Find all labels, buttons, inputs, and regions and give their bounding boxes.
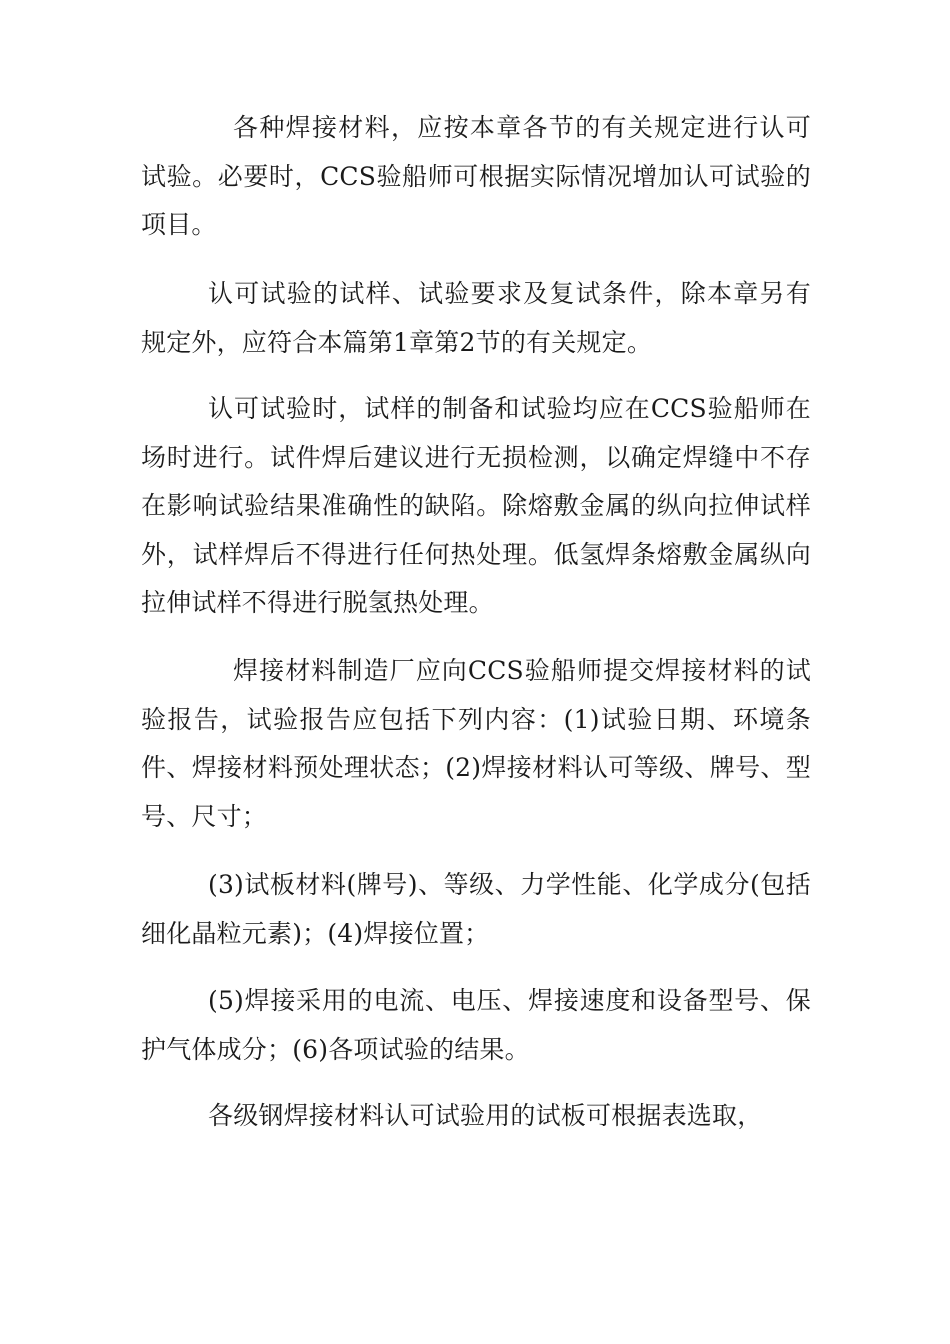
paragraph-3: 认可试验时，试样的制备和试验均应在CCS验船师在场时进行。试件焊后建议进行无损检测，以确定焊缝中不存在影响试验结果准确性的缺陷。除熔敷金属的纵向拉伸试样外，试样焊后不得进行任何热处理。低氢焊条熔敷金属纵向拉伸试样不得进行脱氢热处理。	[141, 394, 811, 617]
paragraph-5: (3)试板材料(牌号)、等级、力学性能、化学成分(包括细化晶粒元素)；(4)焊接位置；	[141, 870, 811, 948]
paragraph-6: (5)焊接采用的电流、电压、焊接速度和设备型号、保护气体成分；(6)各项试验的结果。	[141, 986, 811, 1064]
paragraph-2: 认可试验的试样、试验要求及复试条件，除本章另有规定外，应符合本篇第1章第2节的有关规定。	[141, 279, 811, 357]
paragraph-1: 各种焊接材料，应按本章各节的有关规定进行认可试验。必要时，CCS验船师可根据实际情况增加认可试验的项目。	[141, 113, 811, 239]
paragraph-4: 焊接材料制造厂应向CCS验船师提交焊接材料的试验报告，试验报告应包括下列内容：(1)试验日期、环境条件、焊接材料预处理状态；(2)焊接材料认可等级、牌号、型号、尺寸；	[141, 656, 811, 831]
paragraph-7: 各级钢焊接材料认可试验用的试板可根据表选取，	[208, 1101, 763, 1130]
